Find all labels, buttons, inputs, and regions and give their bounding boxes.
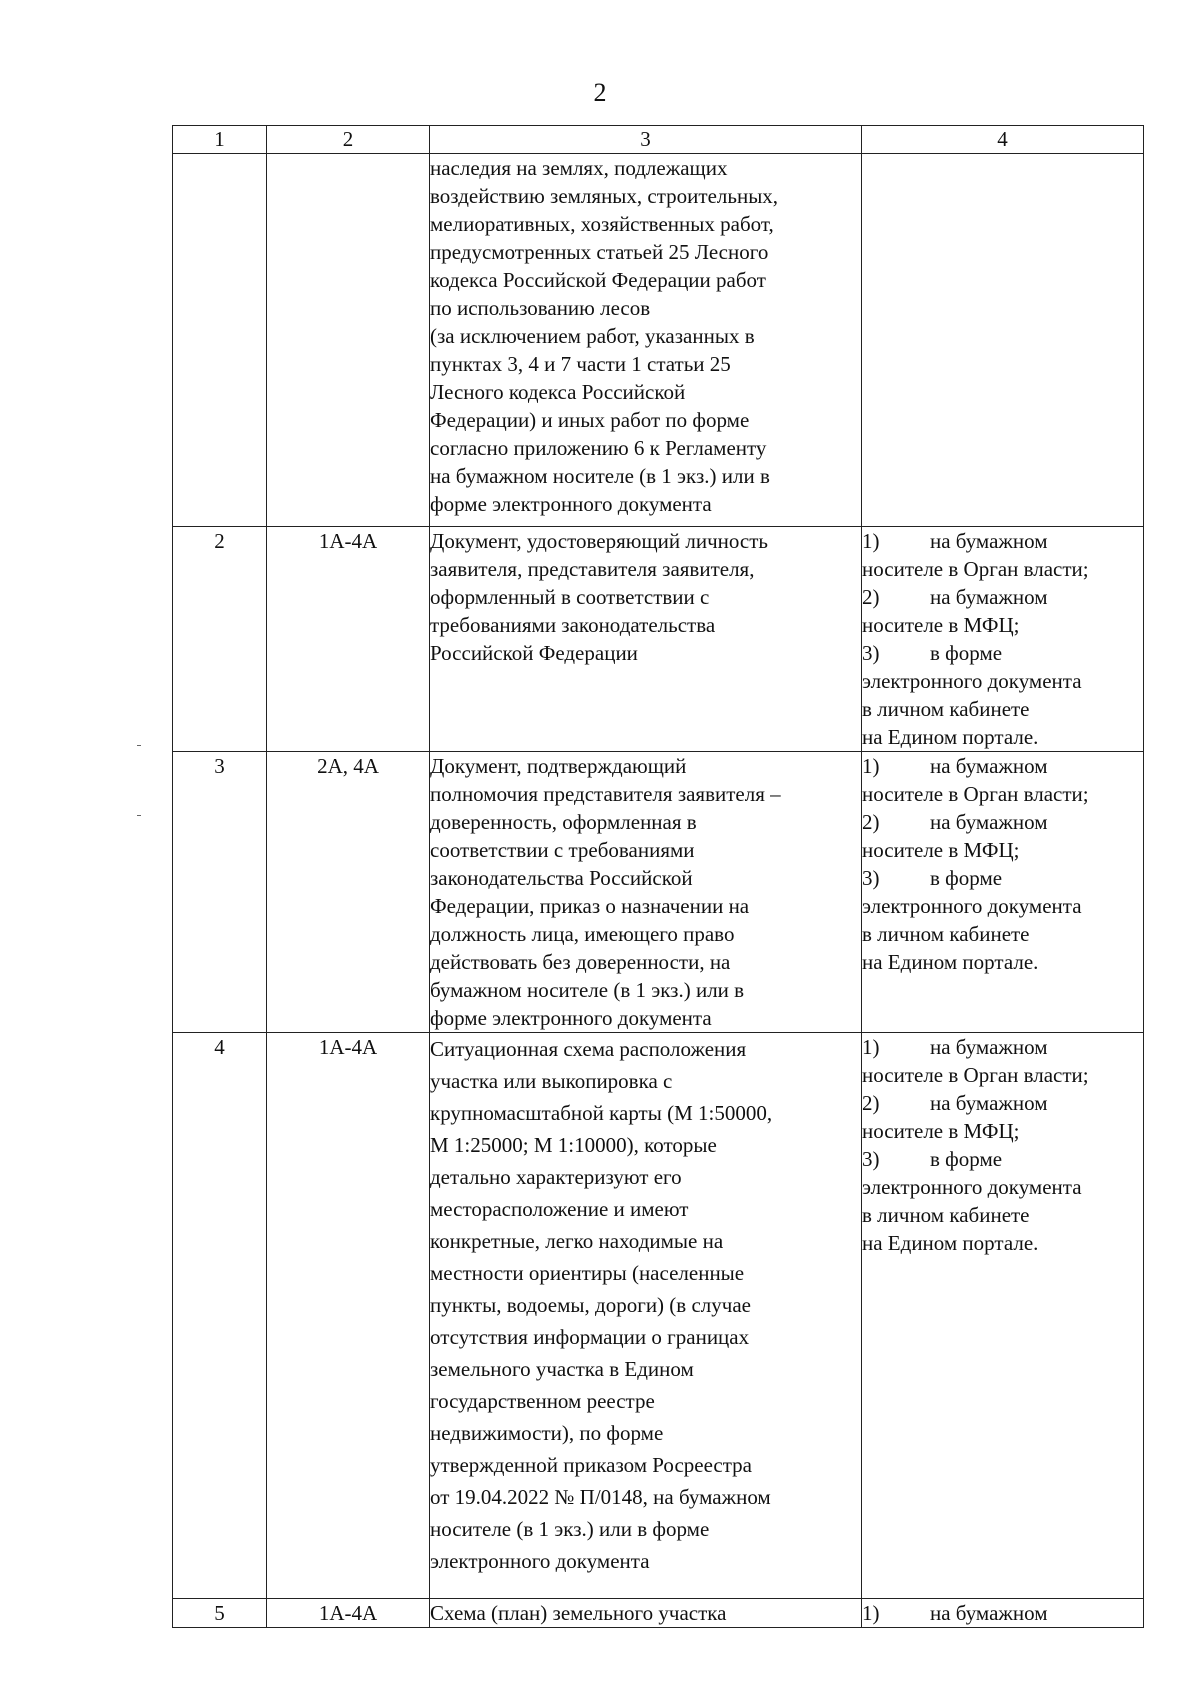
method-number: 1) [862, 1035, 880, 1059]
submission-method [862, 1145, 1143, 1257]
description-line: соответствии с требованиями [430, 838, 695, 862]
description-line: по использованию лесов [430, 296, 651, 320]
method-line: носителе в МФЦ; [862, 613, 1020, 637]
method-number: 2) [862, 585, 880, 609]
description-line: действовать без доверенности, на [430, 950, 731, 974]
applicant-categories: 2А, 4А [267, 752, 430, 1033]
description-line: на бумажном носителе (в 1 экз.) или в [430, 464, 770, 488]
description-line: полномочия представителя заявителя – [430, 782, 781, 806]
description-line: от 19.04.2022 № П/0148, на бумажном [430, 1485, 771, 1509]
method-text: на бумажном [930, 1035, 1048, 1059]
submission-method [862, 1089, 1143, 1145]
submission-method [862, 864, 1143, 976]
description-line: электронного документа [430, 1549, 650, 1573]
description-line: Лесного кодекса Российской [430, 380, 686, 404]
method-first-line [862, 583, 1143, 611]
document-description [430, 1033, 862, 1599]
header-cell: 2 [267, 126, 430, 154]
description-line: предусмотренных статьей 25 Лесного [430, 240, 769, 264]
description-line: пункты, водоемы, дороги) (в случае [430, 1293, 751, 1317]
description-line: недвижимости), по форме [430, 1421, 664, 1445]
description-line: пунктах 3, 4 и 7 части 1 статьи 25 [430, 352, 731, 376]
description-line: конкретные, легко находимые на [430, 1229, 724, 1253]
submission-method [862, 752, 1143, 808]
method-text: в форме [930, 1147, 1003, 1171]
description-line: бумажном носителе (в 1 экз.) или в [430, 978, 745, 1002]
table-header-row [173, 126, 1144, 154]
submission-methods [862, 1033, 1144, 1599]
submission-method [862, 583, 1143, 639]
description-line: (за исключением работ, указанных в [430, 324, 755, 348]
method-first-line [862, 808, 1143, 836]
applicant-categories: 1А-4А [267, 527, 430, 752]
description-line: должность лица, имеющего право [430, 922, 735, 946]
description-line: отсутствия информации о границах [430, 1325, 750, 1349]
document-description [430, 752, 862, 1033]
method-line: носителе в МФЦ; [862, 1119, 1020, 1143]
method-text: на бумажном [930, 1601, 1048, 1625]
description-line: требованиями законодательства [430, 613, 716, 637]
method-line: носителе в МФЦ; [862, 838, 1020, 862]
method-number: 2) [862, 1091, 880, 1115]
method-text: на бумажном [930, 585, 1048, 609]
description-line: заявителя, представителя заявителя, [430, 557, 755, 581]
method-line: электронного документа [862, 669, 1082, 693]
row-number [173, 154, 267, 527]
method-number: 3) [862, 866, 880, 890]
description-line: государственном реестре [430, 1389, 655, 1413]
description-line: мелиоративных, хозяйственных работ, [430, 212, 774, 236]
header-cell: 3 [430, 126, 862, 154]
row-number: 2 [173, 527, 267, 752]
row-number: 3 [173, 752, 267, 1033]
method-line: носителе в Орган власти; [862, 557, 1089, 581]
scan-mark [137, 815, 141, 816]
method-line: носителе в Орган власти; [862, 1063, 1089, 1087]
method-text: в форме [930, 866, 1003, 890]
method-line: электронного документа [862, 1175, 1082, 1199]
method-first-line [862, 527, 1143, 555]
submission-method [862, 1599, 1143, 1627]
description-line: форме электронного документа [430, 1006, 712, 1030]
description-line: носителе (в 1 экз.) или в форме [430, 1517, 710, 1541]
description-line: Документ, подтверждающий [430, 754, 687, 778]
method-first-line [862, 1599, 1143, 1627]
document-description [430, 154, 862, 527]
submission-method [862, 1033, 1143, 1089]
submission-methods [862, 1599, 1144, 1628]
method-number: 1) [862, 1601, 880, 1625]
description-line: Федерации, приказ о назначении на [430, 894, 750, 918]
method-text: на бумажном [930, 529, 1048, 553]
method-first-line [862, 1033, 1143, 1061]
header-cell: 4 [862, 126, 1144, 154]
submission-methods [862, 154, 1144, 527]
description-line: доверенность, оформленная в [430, 810, 697, 834]
row-number: 5 [173, 1599, 267, 1628]
table-row [173, 154, 1144, 527]
table-row [173, 752, 1144, 1033]
description-line: местности ориентиры (населенные [430, 1261, 745, 1285]
submission-method [862, 808, 1143, 864]
description-line: согласно приложению 6 к Регламенту [430, 436, 767, 460]
method-number: 3) [862, 641, 880, 665]
method-line: в личном кабинете [862, 1203, 1030, 1227]
method-text: на бумажном [930, 810, 1048, 834]
method-text: на бумажном [930, 754, 1048, 778]
applicant-categories: 1А-4А [267, 1033, 430, 1599]
description-line: участка или выкопировка с [430, 1069, 673, 1093]
table-row [173, 527, 1144, 752]
scan-mark [137, 745, 141, 746]
method-first-line [862, 639, 1143, 667]
header-cell: 1 [173, 126, 267, 154]
description-line: М 1:25000; М 1:10000), которые [430, 1133, 717, 1157]
method-line: носителе в Орган власти; [862, 782, 1089, 806]
submission-methods [862, 752, 1144, 1033]
document-description [430, 1599, 862, 1628]
description-line: утвержденной приказом Росреестра [430, 1453, 753, 1477]
page-number: 2 [593, 78, 607, 107]
description-line: оформленный в соответствии с [430, 585, 710, 609]
method-number: 2) [862, 810, 880, 834]
method-number: 3) [862, 1147, 880, 1171]
method-line: на Едином портале. [862, 950, 1039, 974]
method-number: 1) [862, 754, 880, 778]
method-first-line [862, 1145, 1143, 1173]
table-row [173, 1033, 1144, 1599]
method-line: в личном кабинете [862, 697, 1030, 721]
method-first-line [862, 864, 1143, 892]
description-line: Документ, удостоверяющий личность [430, 529, 768, 553]
description-line: Российской Федерации [430, 641, 638, 665]
table-row [173, 1599, 1144, 1628]
method-text: в форме [930, 641, 1003, 665]
submission-method [862, 639, 1143, 751]
description-line: детально характеризуют его [430, 1165, 682, 1189]
description-line: земельного участка в Едином [430, 1357, 694, 1381]
applicant-categories [267, 154, 430, 527]
description-line: месторасположение и имеют [430, 1197, 689, 1221]
description-line: воздействию земляных, строительных, [430, 184, 779, 208]
method-line: на Едином портале. [862, 725, 1039, 749]
description-line: крупномасштабной карты (М 1:50000, [430, 1101, 773, 1125]
method-number: 1) [862, 529, 880, 553]
row-number: 4 [173, 1033, 267, 1599]
method-line: в личном кабинете [862, 922, 1030, 946]
description-line: Федерации) и иных работ по форме [430, 408, 750, 432]
submission-methods [862, 527, 1144, 752]
method-line: электронного документа [862, 894, 1082, 918]
description-line: Схема (план) земельного участка [430, 1601, 727, 1625]
documents-table [172, 125, 1144, 1628]
description-line: форме электронного документа [430, 492, 712, 516]
description-line: Ситуационная схема расположения [430, 1037, 747, 1061]
method-first-line [862, 1089, 1143, 1117]
method-first-line [862, 752, 1143, 780]
description-line: наследия на землях, подлежащих [430, 156, 728, 180]
submission-method [862, 527, 1143, 583]
description-line: законодательства Российской [430, 866, 693, 890]
method-text: на бумажном [930, 1091, 1048, 1115]
method-line: на Едином портале. [862, 1231, 1039, 1255]
applicant-categories: 1А-4А [267, 1599, 430, 1628]
document-description [430, 527, 862, 752]
description-line: кодекса Российской Федерации работ [430, 268, 766, 292]
